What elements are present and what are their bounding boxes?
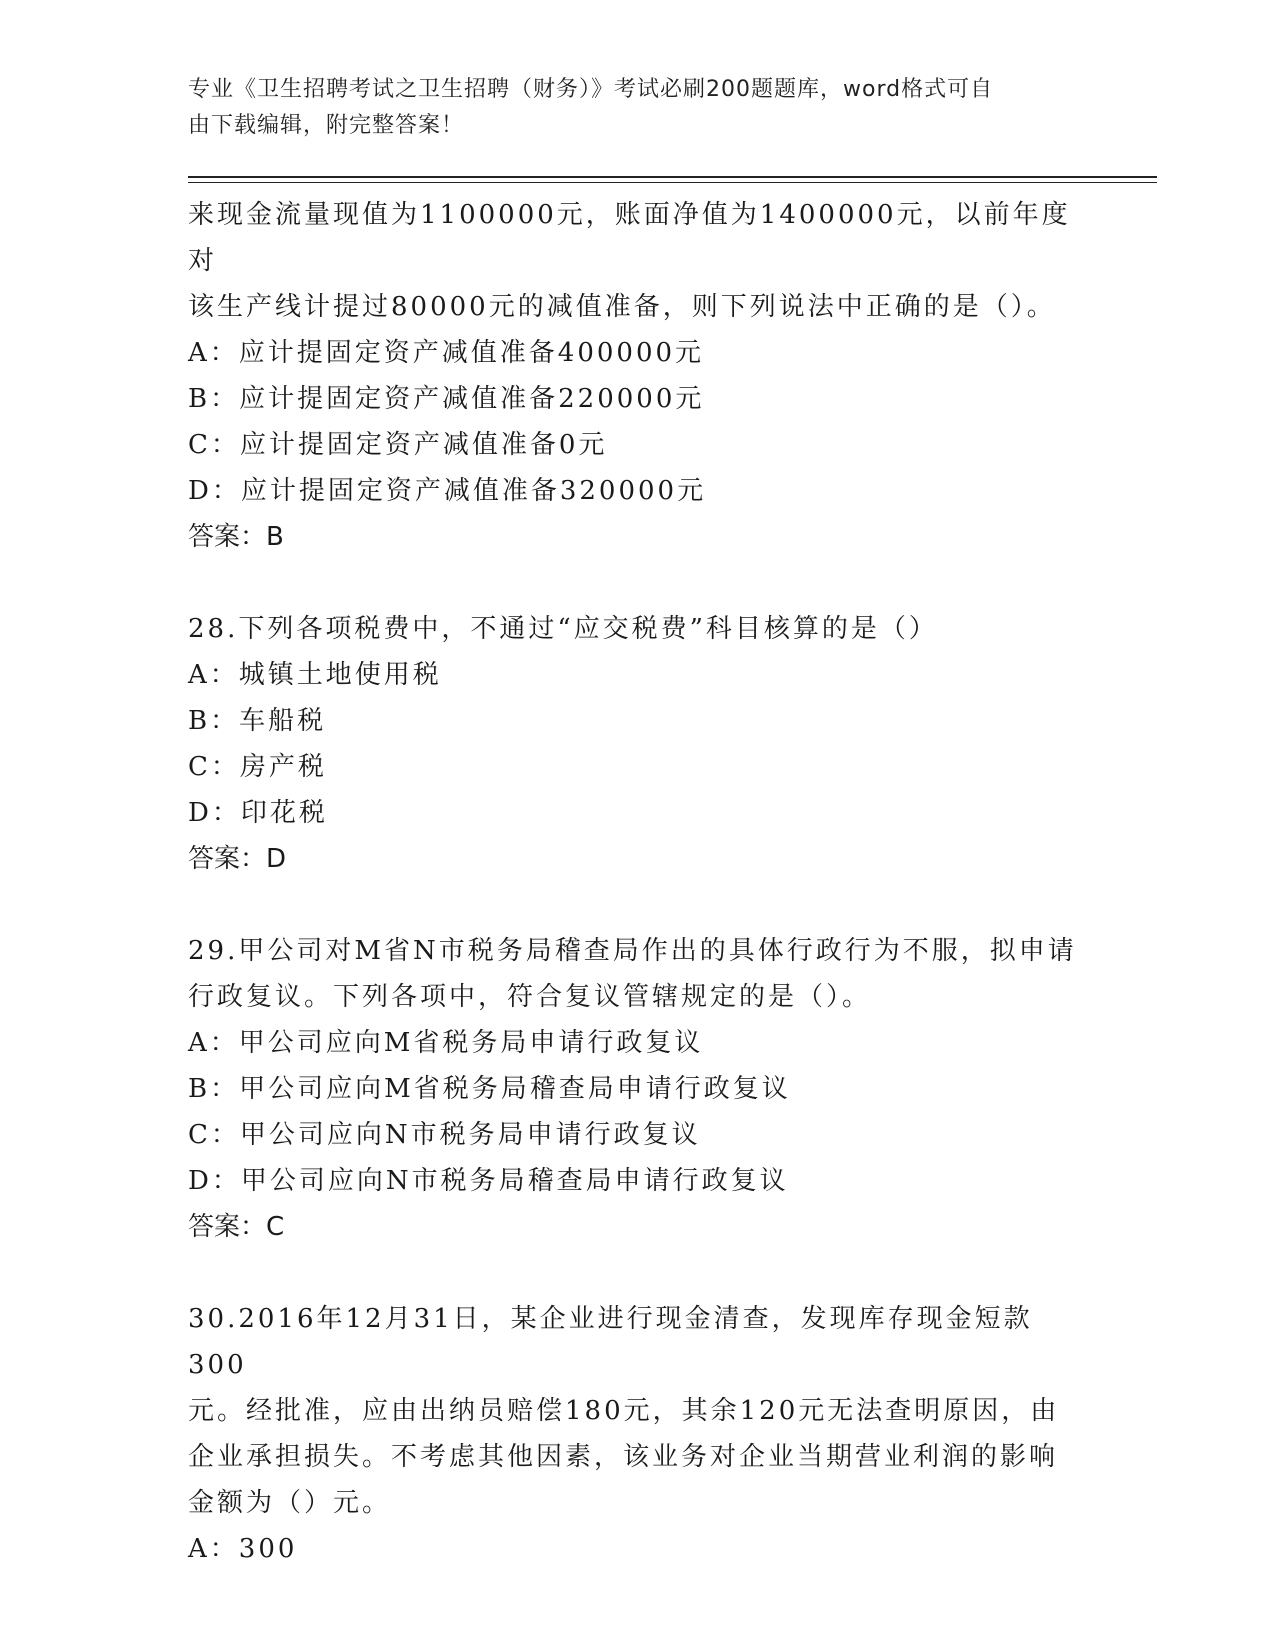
option-a: A：应计提固定资产减值准备400000元 xyxy=(188,338,705,368)
question-block xyxy=(188,606,1088,882)
question-stem-line: 元。经批准，应由出纳员赔偿180元，其余120元无法查明原因，由 xyxy=(188,1396,1060,1426)
question-block xyxy=(188,192,1088,560)
question-stem-line: 企业承担损失。不考虑其他因素，该业务对企业当期营业利润的影响 xyxy=(188,1442,1059,1472)
question-stem-line: 来现金流量现值为1100000元，账面净值为1400000元，以前年度对 xyxy=(188,200,1071,276)
option-c: C：甲公司应向N市税务局申请行政复议 xyxy=(188,1120,701,1150)
question-list xyxy=(188,192,1088,1572)
question-stem-line: 30.2016年12月31日，某企业进行现金清查，发现库存现金短款300 xyxy=(188,1304,1033,1380)
question-stem-line: 行政复议。下列各项中，符合复议管辖规定的是（）。 xyxy=(188,982,872,1012)
question-stem-line: 29.甲公司对M省N市税务局稽查局作出的具体行政行为不服，拟申请 xyxy=(188,936,1077,966)
option-b: B：应计提固定资产减值准备220000元 xyxy=(188,384,705,414)
question-stem-line: 金额为（）元。 xyxy=(188,1488,392,1518)
answer-line: 答案：D xyxy=(188,844,287,874)
header-line-1: 专业《卫生招聘考试之卫生招聘（财务）》考试必刷200题题库，word格式可自 xyxy=(188,77,994,102)
option-c: C：房产税 xyxy=(188,752,327,782)
document-header xyxy=(188,72,1068,144)
header-line-2: 由下载编辑，附完整答案！ xyxy=(188,113,465,138)
option-a: A：甲公司应向M省税务局申请行政复议 xyxy=(188,1028,704,1058)
question-block xyxy=(188,1296,1088,1572)
question-stem-line: 28.下列各项税费中，不通过“应交税费”科目核算的是（） xyxy=(188,614,938,644)
option-b: B：车船税 xyxy=(188,706,327,736)
option-d: D：印花税 xyxy=(188,798,328,828)
option-b: B：甲公司应向M省税务局稽查局申请行政复议 xyxy=(188,1074,791,1104)
option-d: D：应计提固定资产减值准备320000元 xyxy=(188,476,707,506)
option-d: D：甲公司应向N市税务局稽查局申请行政复议 xyxy=(188,1166,789,1196)
option-c: C：应计提固定资产减值准备0元 xyxy=(188,430,608,460)
option-a: A：300 xyxy=(188,1534,298,1564)
option-a: A：城镇土地使用税 xyxy=(188,660,442,690)
answer-line: 答案：B xyxy=(188,522,284,552)
header-rule-thin xyxy=(188,182,1157,183)
question-stem-line: 该生产线计提过80000元的减值准备，则下列说法中正确的是（）。 xyxy=(188,292,1056,322)
question-block xyxy=(188,928,1088,1250)
header-rule-thick xyxy=(188,176,1157,178)
answer-line: 答案：C xyxy=(188,1212,285,1242)
